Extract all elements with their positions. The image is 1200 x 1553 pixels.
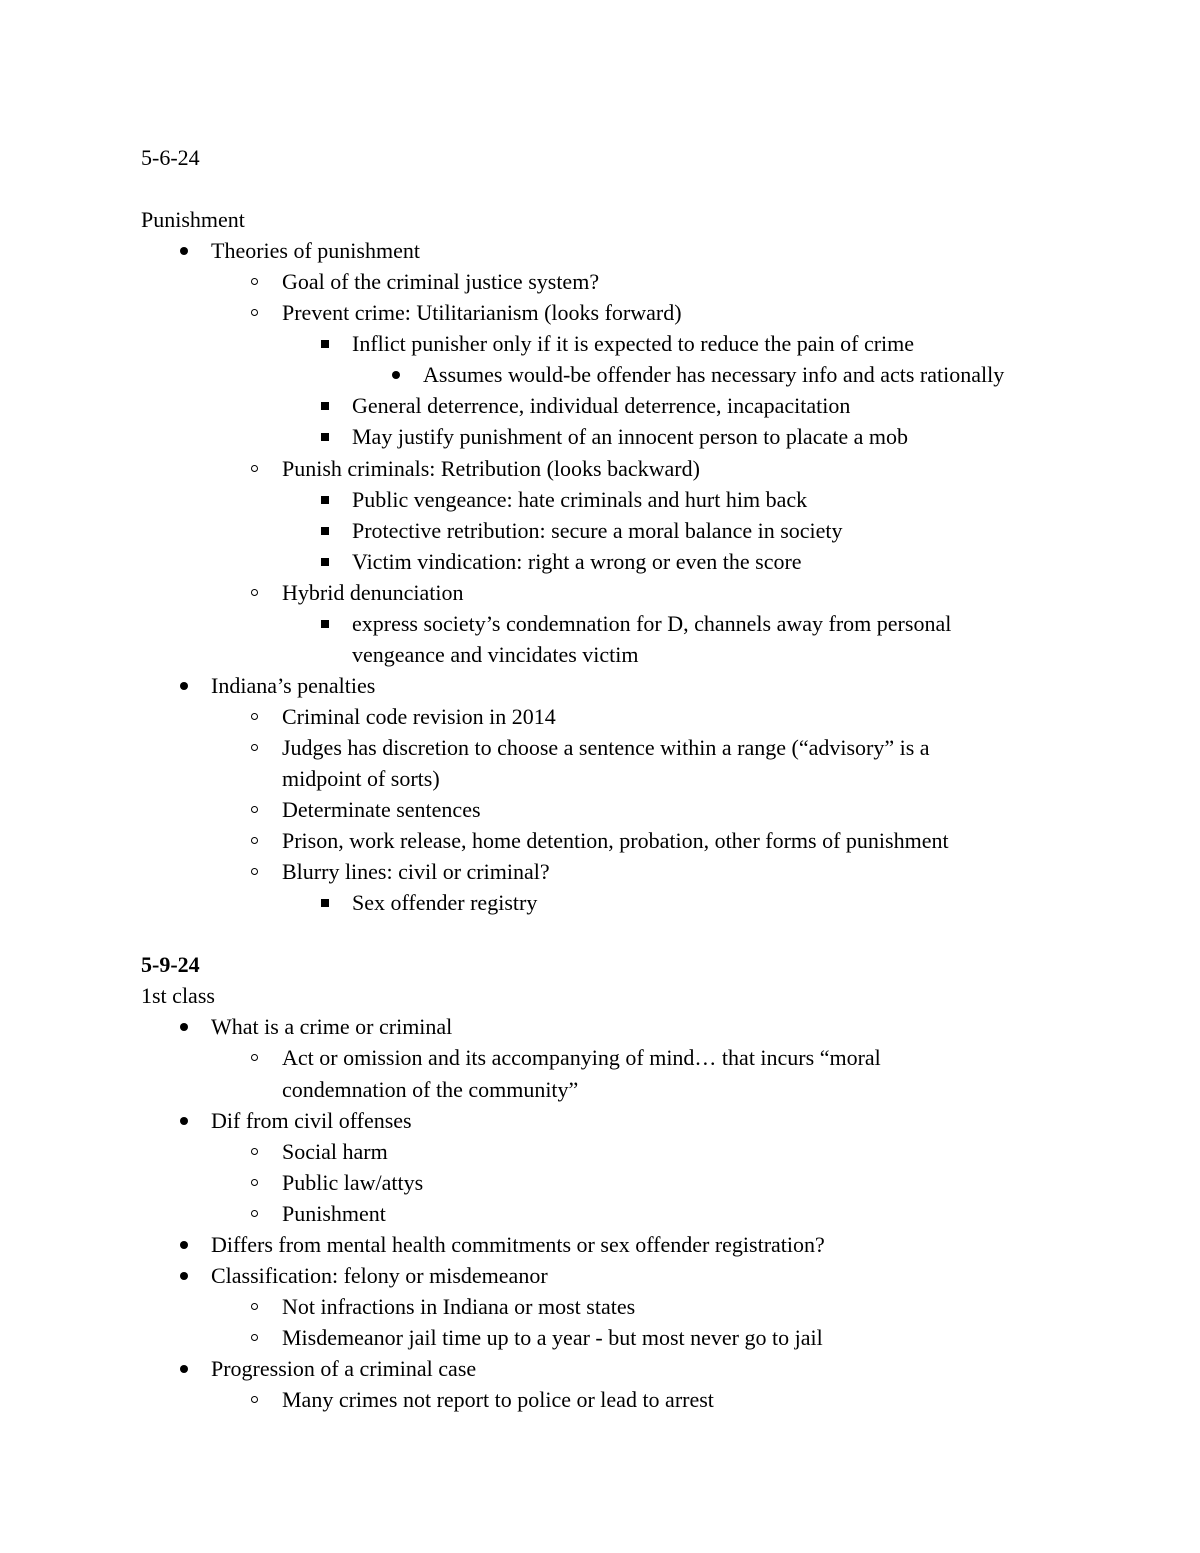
list-item-text: Progression of a criminal case xyxy=(211,1355,477,1381)
list-item-text: Prison, work release, home detention, probation, other forms of punishment xyxy=(282,828,949,854)
list-item-text: Punishment xyxy=(282,1200,386,1226)
list-item-text: Blurry lines: civil or criminal? xyxy=(282,859,550,885)
list-item-text: What is a crime or criminal xyxy=(211,1014,453,1040)
bullet-square-icon xyxy=(321,433,329,441)
bullet-disc-icon xyxy=(180,1117,188,1125)
bullet-circle-icon xyxy=(251,744,258,751)
bullet-disc-icon xyxy=(180,1023,188,1031)
bullet-circle-icon xyxy=(251,1054,258,1061)
bullet-circle-icon xyxy=(251,1148,258,1155)
list-item-text: Act or omission and its accompanying of mind… that incurs “moral xyxy=(282,1045,881,1071)
bullet-circle-icon xyxy=(251,1396,258,1403)
list-item-text: Protective retribution: secure a moral balance in society xyxy=(352,517,843,543)
list-item-text: Victim vindication: right a wrong or even the score xyxy=(352,548,802,574)
list-item-text: midpoint of sorts) xyxy=(282,766,440,791)
bullet-circle-icon xyxy=(251,309,258,316)
list-item-text: Classification: felony or misdemeanor xyxy=(211,1262,548,1288)
bullet-circle-icon xyxy=(251,1210,258,1217)
bullet-disc-icon xyxy=(392,371,400,379)
bullet-square-icon xyxy=(321,558,329,566)
bullet-circle-icon xyxy=(251,837,258,844)
bullet-disc-icon xyxy=(180,682,188,690)
bullet-circle-icon xyxy=(251,1179,258,1186)
list-item-text: Misdemeanor jail time up to a year - but most never go to jail xyxy=(282,1324,823,1350)
list-item-text: General deterrence, individual deterrence, incapacitation xyxy=(352,393,851,419)
bullet-circle-icon xyxy=(251,589,258,596)
bullet-circle-icon xyxy=(251,1303,258,1310)
note-heading: 5-6-24 xyxy=(141,145,200,170)
list-item-text: Dif from civil offenses xyxy=(211,1107,412,1133)
note-heading: 5-9-24 xyxy=(141,952,200,978)
list-item-text: Sex offender registry xyxy=(352,890,538,916)
list-item-text: Indiana’s penalties xyxy=(211,672,376,698)
note-heading: Punishment xyxy=(141,207,245,233)
list-item-text: Prevent crime: Utilitarianism (looks forward) xyxy=(282,300,682,326)
bullet-circle-icon xyxy=(251,1334,258,1341)
bullet-square-icon xyxy=(321,899,329,907)
list-item-text: Punish criminals: Retribution (looks backward) xyxy=(282,455,700,481)
list-item-text: Many crimes not report to police or lead to arrest xyxy=(282,1387,714,1412)
bullet-square-icon xyxy=(321,620,329,628)
bullet-disc-icon xyxy=(180,1241,188,1249)
list-item-text: Assumes would-be offender has necessary info and acts rationally xyxy=(423,362,1005,388)
bullet-circle-icon xyxy=(251,868,258,875)
bullet-square-icon xyxy=(321,340,329,348)
list-item-text: express society’s condemnation for D, channels away from personal xyxy=(352,610,952,636)
bullet-circle-icon xyxy=(251,806,258,813)
bullet-square-icon xyxy=(321,527,329,535)
list-item-text: Public vengeance: hate criminals and hurt him back xyxy=(352,486,808,512)
list-item-text: vengeance and vincidates victim xyxy=(352,641,639,667)
bullet-disc-icon xyxy=(180,1365,188,1373)
list-item-text: Determinate sentences xyxy=(282,797,481,823)
list-item-text: Criminal code revision in 2014 xyxy=(282,703,556,729)
bullet-square-icon xyxy=(321,496,329,504)
bullet-square-icon xyxy=(321,402,329,410)
list-item-text: May justify punishment of an innocent person to placate a mob xyxy=(352,424,908,450)
list-item-text: Theories of punishment xyxy=(211,238,420,264)
list-item-text: Goal of the criminal justice system? xyxy=(282,269,600,295)
list-item-text: Differs from mental health commitments or sex offender registration? xyxy=(211,1231,825,1257)
bullet-circle-icon xyxy=(251,278,258,285)
list-item-text: Inflict punisher only if it is expected to reduce the pain of crime xyxy=(352,331,915,357)
list-item-text: Social harm xyxy=(282,1138,388,1164)
list-item-text: Judges has discretion to choose a sentence within a range (“advisory” is a xyxy=(282,734,930,760)
list-item-text: Not infractions in Indiana or most states xyxy=(282,1293,636,1319)
bullet-disc-icon xyxy=(180,1272,188,1280)
list-item-text: Public law/attys xyxy=(282,1169,424,1195)
bullet-circle-icon xyxy=(251,713,258,720)
list-item-text: Hybrid denunciation xyxy=(282,579,464,605)
bullet-disc-icon xyxy=(180,247,188,255)
bullet-circle-icon xyxy=(251,465,258,472)
note-heading: 1st class xyxy=(141,983,215,1009)
list-item-text: condemnation of the community” xyxy=(282,1076,579,1102)
